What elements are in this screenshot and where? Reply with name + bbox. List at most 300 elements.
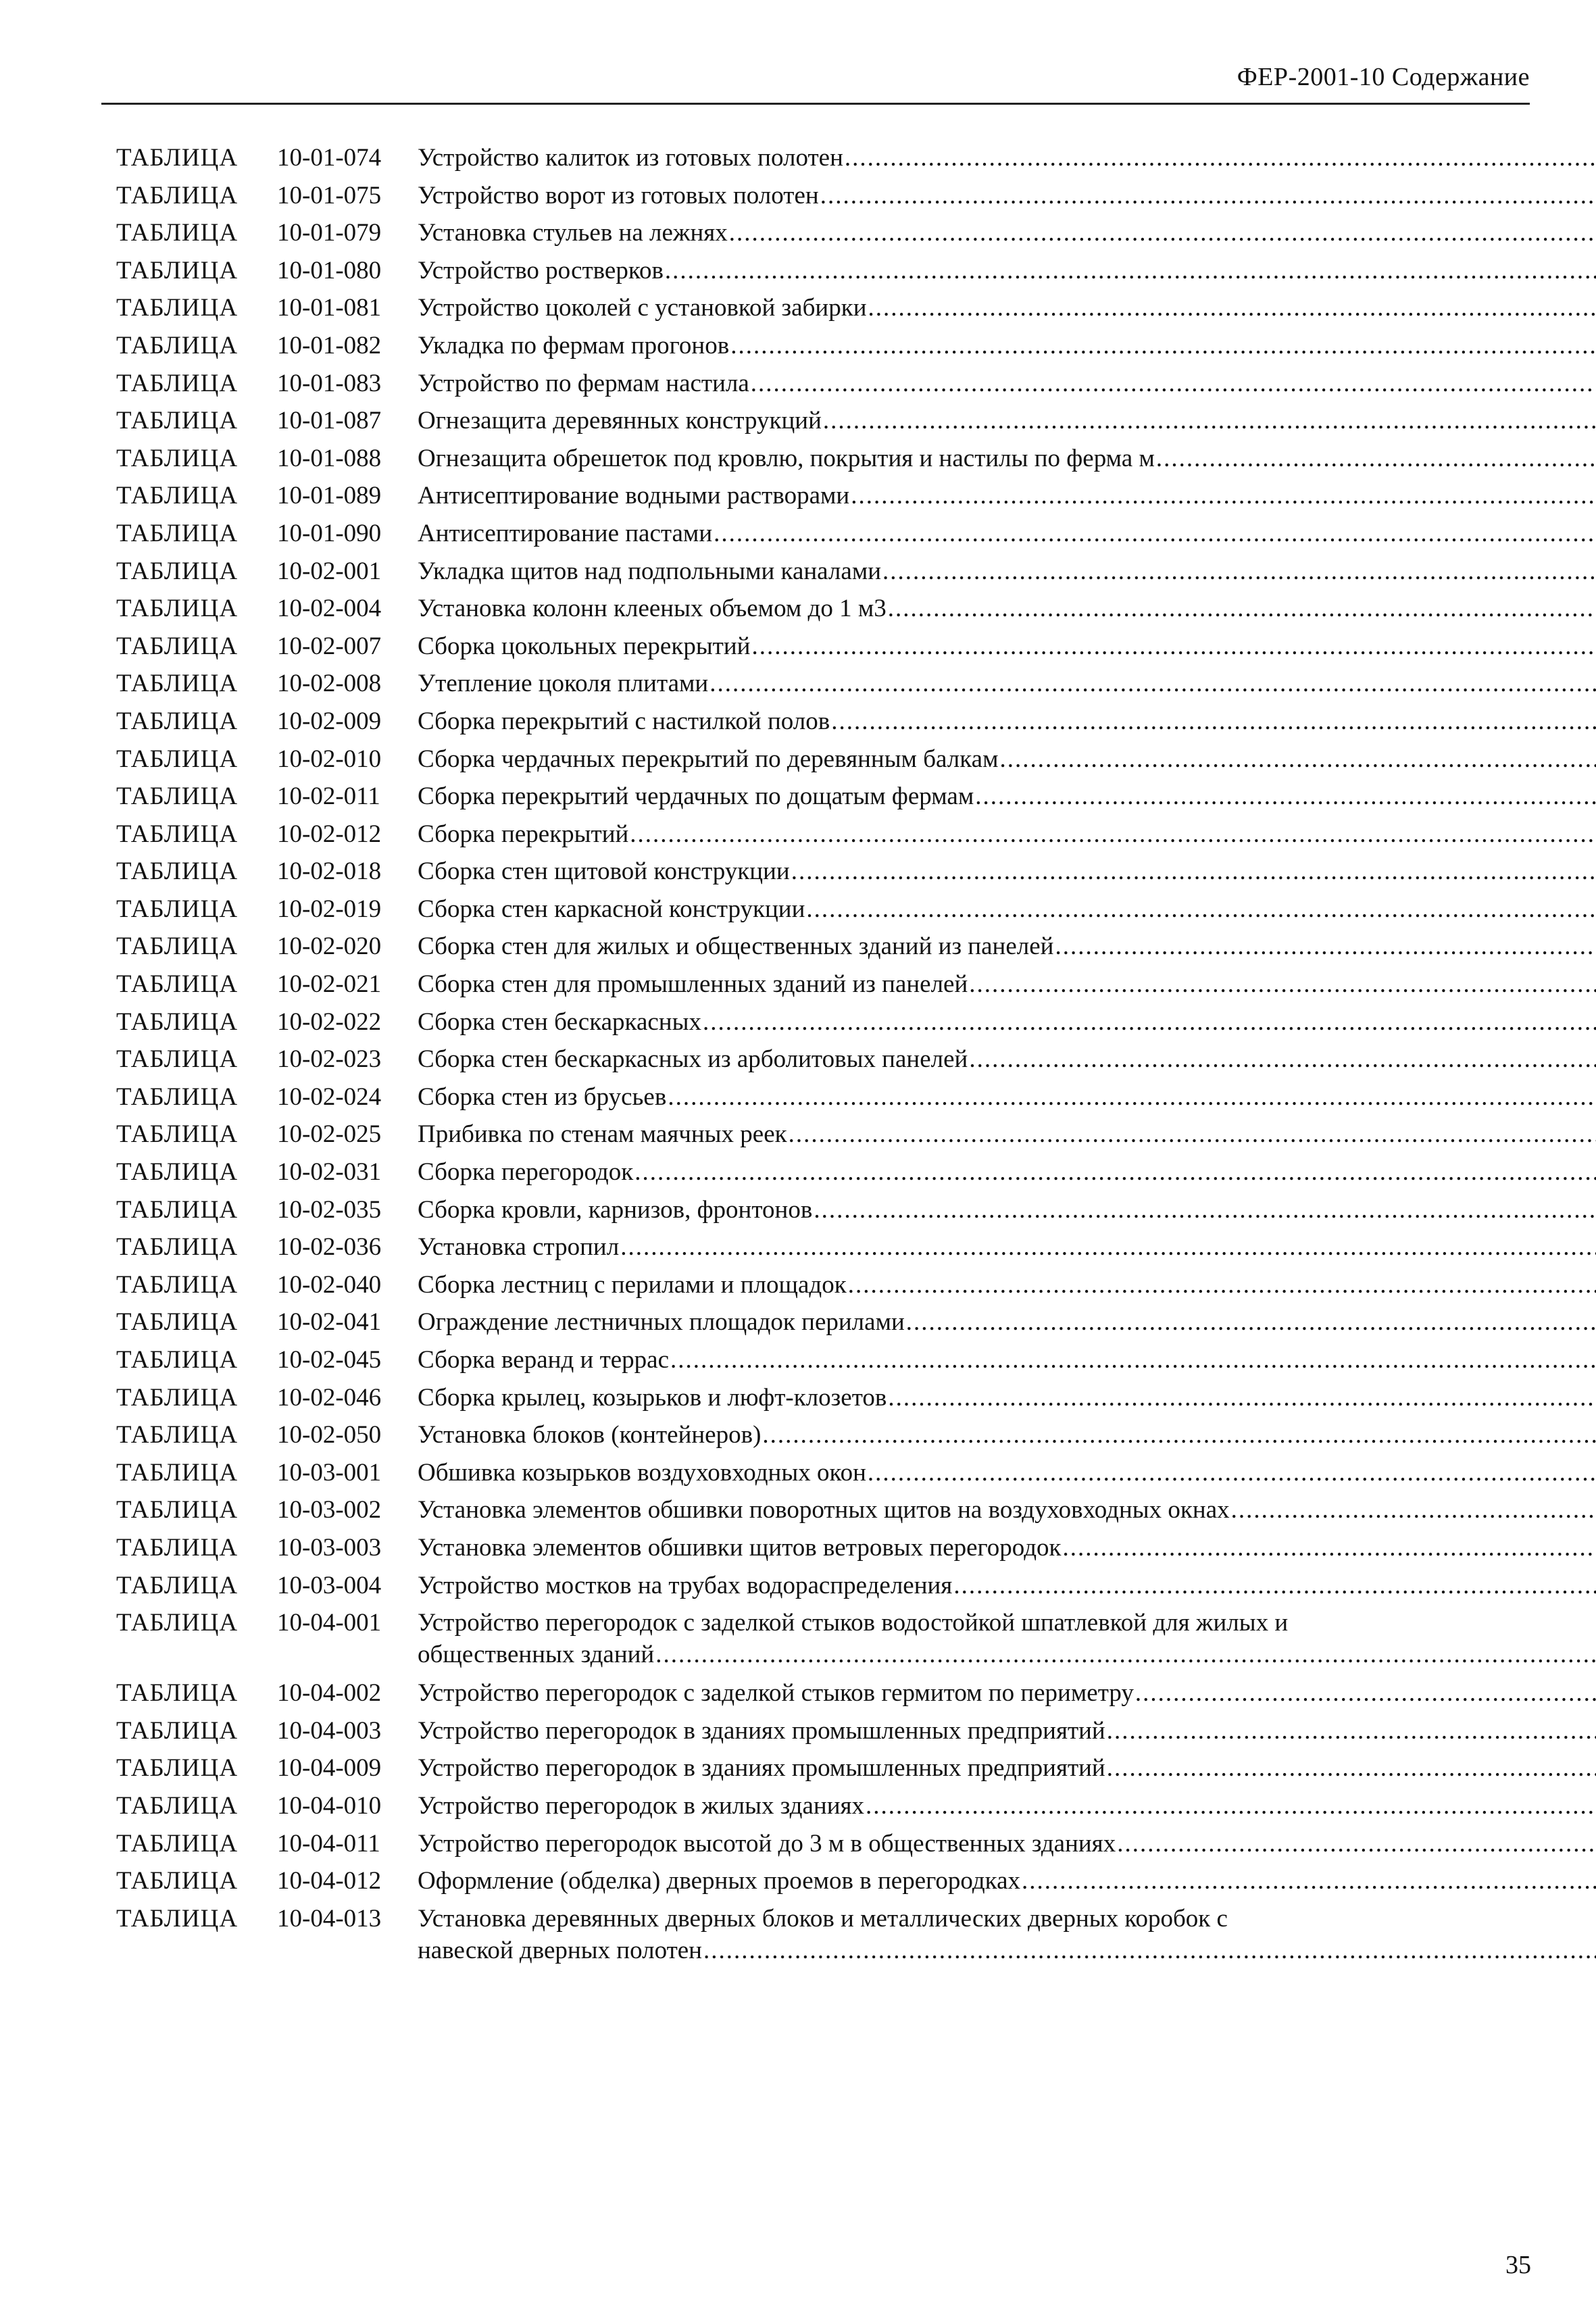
toc-entry-line	[418, 778, 1596, 816]
toc-entry-title-text: Сборка перекрытий	[418, 820, 629, 848]
dot-leader	[730, 327, 1596, 365]
table-of-contents	[116, 139, 1464, 1970]
page-header	[101, 62, 1530, 105]
toc-entry	[116, 327, 1464, 365]
toc-entry	[116, 1303, 1464, 1341]
dot-leader	[703, 1935, 1596, 1966]
toc-entry-title	[418, 1674, 1596, 1712]
toc-entry-code: 10-04-012	[277, 1867, 382, 1895]
toc-entry-code: 10-04-001	[277, 1609, 382, 1637]
toc-entry-title-text: Сборка кровли, карнизов, фронтонов	[418, 1195, 813, 1224]
toc-entry-title-text: Устройство перегородок в зданиях промышленных предприятий	[418, 1716, 1105, 1745]
toc-entry-line	[418, 741, 1596, 778]
toc-entry-title	[418, 252, 1596, 290]
dot-leader	[1055, 928, 1596, 966]
toc-entry-title-text: Сборка перекрытий чердачных по дощатым фермам	[418, 782, 974, 811]
toc-entry-title	[418, 515, 1596, 553]
toc-entry	[116, 891, 1464, 928]
dot-leader	[665, 252, 1596, 290]
toc-entry-label: ТАБЛИЦА	[116, 895, 239, 923]
toc-entry-title-text: Установка блоков (контейнеров)	[418, 1421, 762, 1449]
toc-entry-code: 10-01-074	[277, 144, 382, 172]
toc-entry-title	[418, 553, 1596, 591]
toc-entry-title-text: Устройство мостков на трубах водораспределения	[418, 1571, 953, 1599]
toc-entry-label: ТАБЛИЦА	[116, 1533, 239, 1562]
toc-entry-title	[418, 477, 1596, 515]
toc-entry-line	[418, 1454, 1596, 1492]
toc-entry-line	[418, 1303, 1596, 1341]
toc-entry-code: 10-02-041	[277, 1308, 382, 1337]
header-title: ФЕР-2001-10 Содержание	[1237, 63, 1530, 91]
toc-entry-line	[418, 1529, 1596, 1567]
toc-entry	[116, 365, 1464, 403]
toc-entry-line	[418, 139, 1596, 177]
toc-entry-label: ТАБЛИЦА	[116, 444, 239, 472]
toc-entry-title-text: Устройство калиток из готовых полотен	[418, 144, 843, 172]
toc-entry-label: ТАБЛИЦА	[116, 294, 239, 322]
toc-entry-label: ТАБЛИЦА	[116, 1120, 239, 1149]
toc-entry-line	[418, 891, 1596, 928]
dot-leader	[714, 515, 1596, 553]
toc-entry-title	[418, 402, 1596, 440]
toc-entry-title-text: Укладка по фермам прогонов	[418, 331, 730, 359]
toc-entry-title-text: Обшивка козырьков воздуховходных окон	[418, 1458, 866, 1487]
toc-entry-title-text: Установка стропил	[418, 1233, 620, 1262]
dot-leader	[729, 214, 1596, 252]
toc-entry-title	[418, 891, 1596, 928]
toc-entry-title	[418, 1529, 1596, 1567]
toc-entry-line	[418, 1041, 1596, 1078]
toc-entry	[116, 177, 1464, 215]
toc-entry-code: 10-01-080	[277, 256, 382, 284]
toc-entry-line	[418, 402, 1596, 440]
toc-entry-code: 10-02-024	[277, 1082, 382, 1111]
toc-entry-title-text: Сборка стен бескаркасных из арболитовых панелей	[418, 1045, 968, 1074]
toc-entry-title-text: Устройство перегородок в жилых зданиях	[418, 1791, 865, 1820]
toc-entry-title-text: Антисептирование пастами	[418, 519, 713, 547]
toc-entry	[116, 1900, 1464, 1966]
toc-entry-title	[418, 928, 1596, 966]
toc-entry-title-text: Сборка стен щитовой конструкции	[418, 857, 790, 886]
toc-entry	[116, 1491, 1464, 1529]
toc-entry-label: ТАБЛИЦА	[116, 482, 239, 510]
dot-leader	[634, 1153, 1596, 1191]
toc-entry-title-text: Устройство ворот из готовых полотен	[418, 181, 819, 209]
dot-leader	[1107, 1712, 1596, 1750]
toc-entry-title	[418, 289, 1596, 327]
toc-entry-title-text: Утепление цоколя плитами	[418, 670, 709, 698]
toc-entry-label: ТАБЛИЦА	[116, 1754, 239, 1783]
toc-entry-line	[418, 1078, 1596, 1116]
toc-entry-title	[418, 139, 1596, 177]
toc-entry-code: 10-02-035	[277, 1195, 382, 1224]
toc-entry-title-continuation	[418, 1639, 1596, 1670]
toc-entry-label: ТАБЛИЦА	[116, 181, 239, 209]
page-number: 35	[1505, 2251, 1531, 2279]
toc-entry-label: ТАБЛИЦА	[116, 1195, 239, 1224]
toc-entry-label: ТАБЛИЦА	[116, 1904, 239, 1933]
toc-entry-line	[418, 1003, 1596, 1041]
toc-entry-label: ТАБЛИЦА	[116, 782, 239, 811]
toc-entry-label: ТАБЛИЦА	[116, 670, 239, 698]
dot-leader	[906, 1303, 1596, 1341]
toc-entry-code: 10-01-089	[277, 482, 382, 510]
dot-leader	[969, 966, 1596, 1003]
toc-entry-label: ТАБЛИЦА	[116, 820, 239, 848]
toc-entry-code: 10-04-013	[277, 1904, 382, 1933]
toc-entry-label: ТАБЛИЦА	[116, 1716, 239, 1745]
dot-leader	[668, 1078, 1596, 1116]
toc-entry-title-text: Устройство по фермам настила	[418, 369, 749, 397]
toc-entry-label: ТАБЛИЦА	[116, 1233, 239, 1262]
toc-entry-code: 10-02-025	[277, 1120, 382, 1149]
toc-entry	[116, 1674, 1464, 1712]
toc-entry-line	[418, 214, 1596, 252]
toc-entry-title	[418, 365, 1596, 403]
toc-entry-code: 10-03-001	[277, 1458, 382, 1487]
toc-entry-label: ТАБЛИЦА	[116, 219, 239, 247]
toc-entry-title	[418, 1862, 1596, 1900]
toc-entry-label: ТАБЛИЦА	[116, 745, 239, 773]
toc-entry-title	[418, 1900, 1596, 1966]
toc-entry-code: 10-03-003	[277, 1533, 382, 1562]
toc-entry-title-line: Установка деревянных дверных блоков и металлических дверных коробок с	[418, 1904, 1228, 1933]
dot-leader	[709, 665, 1596, 703]
toc-entry-title	[418, 1041, 1596, 1078]
toc-entry	[116, 440, 1464, 478]
toc-entry-title-continuation	[418, 1935, 1596, 1966]
toc-entry-code: 10-02-004	[277, 595, 382, 623]
toc-entry-label: ТАБЛИЦА	[116, 1609, 239, 1637]
toc-entry-label: ТАБЛИЦА	[116, 256, 239, 284]
toc-entry-line	[418, 327, 1596, 365]
dot-leader	[1135, 1674, 1596, 1712]
toc-entry-title-text: Сборка перекрытий с настилкой полов	[418, 707, 830, 735]
toc-entry-label: ТАБЛИЦА	[116, 1007, 239, 1036]
toc-entry-line	[418, 1567, 1596, 1605]
toc-entry	[116, 628, 1464, 666]
toc-entry-label: ТАБЛИЦА	[116, 1458, 239, 1487]
toc-entry-title	[418, 1416, 1596, 1454]
toc-entry-title-line: Устройство перегородок с заделкой стыков водостойкой шпатлевкой для жилых и	[418, 1609, 1289, 1637]
toc-entry-title-text: Огнезащита деревянных конструкций	[418, 407, 822, 435]
toc-entry-title	[418, 1604, 1596, 1670]
toc-entry-line	[418, 1674, 1596, 1712]
toc-entry-title	[418, 590, 1596, 628]
toc-entry-code: 10-02-007	[277, 632, 382, 660]
toc-entry	[116, 1604, 1464, 1670]
toc-entry-title-text: Сборка перегородок	[418, 1158, 634, 1187]
toc-entry-code: 10-01-082	[277, 331, 382, 359]
toc-entry-line	[418, 1116, 1596, 1153]
toc-entry-line	[418, 1491, 1596, 1529]
dot-leader	[751, 628, 1596, 666]
toc-entry	[116, 1191, 1464, 1229]
toc-entry	[116, 1041, 1464, 1078]
toc-entry-title-text: Сборка крылец, козырьков и люфт-клозетов	[418, 1383, 887, 1412]
toc-entry-code: 10-02-050	[277, 1421, 382, 1449]
toc-entry-line	[418, 177, 1596, 215]
toc-entry-label: ТАБЛИЦА	[116, 1158, 239, 1187]
toc-entry-label: ТАБЛИЦА	[116, 331, 239, 359]
toc-entry	[116, 1078, 1464, 1116]
dot-leader	[831, 703, 1596, 741]
toc-entry-title-text: Устройство цоколей с установкой забирки	[418, 294, 867, 322]
toc-entry-code: 10-02-019	[277, 895, 382, 923]
toc-entry-line	[418, 1266, 1596, 1304]
toc-entry-line	[418, 252, 1596, 290]
toc-entry-label: ТАБЛИЦА	[116, 1829, 239, 1858]
toc-entry-title	[418, 966, 1596, 1003]
toc-entry-code: 10-02-023	[277, 1045, 382, 1074]
toc-entry	[116, 1416, 1464, 1454]
toc-entry-label: ТАБЛИЦА	[116, 369, 239, 397]
toc-entry-code: 10-02-036	[277, 1233, 382, 1262]
toc-entry-label: ТАБЛИЦА	[116, 557, 239, 585]
toc-entry	[116, 553, 1464, 591]
toc-entry-title-text: Сборка стен из брусьев	[418, 1082, 667, 1111]
toc-entry-label: ТАБЛИЦА	[116, 407, 239, 435]
toc-entry-line	[418, 1153, 1596, 1191]
toc-entry	[116, 1116, 1464, 1153]
toc-entry-title-text: Устройство перегородок с заделкой стыков гермитом по периметру	[418, 1679, 1134, 1708]
toc-entry-line	[418, 1825, 1596, 1863]
toc-entry-label: ТАБЛИЦА	[116, 970, 239, 999]
toc-entry-label: ТАБЛИЦА	[116, 519, 239, 547]
toc-entry-title	[418, 778, 1596, 816]
toc-entry	[116, 966, 1464, 1003]
dot-leader	[882, 553, 1596, 591]
toc-entry-line	[418, 1787, 1596, 1825]
toc-entry-title	[418, 327, 1596, 365]
dot-leader	[630, 816, 1596, 853]
toc-entry-title	[418, 703, 1596, 741]
toc-entry	[116, 853, 1464, 891]
toc-entry-title	[418, 665, 1596, 703]
toc-entry-label: ТАБЛИЦА	[116, 1867, 239, 1895]
toc-entry-line	[418, 477, 1596, 515]
toc-entry-title-line: общественных зданий	[418, 1641, 655, 1669]
toc-entry-title-text: Установка стульев на лежнях	[418, 219, 728, 247]
toc-entry-title	[418, 214, 1596, 252]
toc-entry-title	[418, 1153, 1596, 1191]
toc-entry-label: ТАБЛИЦА	[116, 595, 239, 623]
toc-entry-title-text: Огнезащита обрешеток под кровлю, покрытия и настилы по ферма м	[418, 444, 1155, 472]
toc-entry-title-text: Устройство перегородок высотой до 3 м в общественных зданиях	[418, 1829, 1116, 1858]
toc-entry-label: ТАБЛИЦА	[116, 857, 239, 886]
toc-entry-label: ТАБЛИЦА	[116, 1045, 239, 1074]
toc-entry-line	[418, 1341, 1596, 1379]
toc-entry-title-text: Сборка цокольных перекрытий	[418, 632, 751, 660]
toc-entry-title	[418, 1567, 1596, 1605]
toc-entry-code: 10-03-002	[277, 1496, 382, 1524]
toc-entry-line	[418, 928, 1596, 966]
toc-entry	[116, 1749, 1464, 1787]
toc-entry	[116, 1787, 1464, 1825]
toc-entry-line	[418, 1749, 1596, 1787]
toc-entry	[116, 1567, 1464, 1605]
toc-entry-title-text: Антисептирование водными растворами	[418, 482, 850, 510]
toc-entry	[116, 1862, 1464, 1900]
toc-entry-title	[418, 1191, 1596, 1229]
toc-entry-label: ТАБЛИЦА	[116, 1571, 239, 1599]
toc-entry	[116, 402, 1464, 440]
toc-entry-title-text: Сборка лестниц с перилами и площадок	[418, 1270, 847, 1299]
toc-entry-title	[418, 1116, 1596, 1153]
toc-entry-code: 10-04-009	[277, 1754, 382, 1783]
dot-leader	[1022, 1862, 1596, 1900]
toc-entry-title-text: Устройство перегородок в зданиях промышленных предприятий	[418, 1754, 1105, 1783]
toc-entry-label: ТАБЛИЦА	[116, 1496, 239, 1524]
toc-entry-line	[418, 853, 1596, 891]
toc-entry-title-text: Устройство ростверков	[418, 256, 664, 284]
toc-entry-code: 10-02-046	[277, 1383, 382, 1412]
dot-leader	[851, 477, 1596, 515]
toc-entry	[116, 289, 1464, 327]
dot-leader	[762, 1416, 1596, 1454]
dot-leader	[888, 1379, 1596, 1417]
toc-entry	[116, 665, 1464, 703]
dot-leader	[866, 1787, 1596, 1825]
toc-entry	[116, 703, 1464, 741]
toc-entry-line	[418, 703, 1596, 741]
toc-entry-code: 10-01-079	[277, 219, 382, 247]
toc-entry	[116, 1266, 1464, 1304]
toc-entry-title-text: Ограждение лестничных площадок перилами	[418, 1308, 905, 1337]
toc-entry-title	[418, 1712, 1596, 1750]
toc-entry	[116, 816, 1464, 853]
toc-entry-line	[418, 1416, 1596, 1454]
toc-entry-code: 10-02-020	[277, 932, 382, 961]
toc-entry-line	[418, 289, 1596, 327]
toc-entry	[116, 1454, 1464, 1492]
dot-leader	[814, 1191, 1596, 1229]
toc-entry-label: ТАБЛИЦА	[116, 1679, 239, 1708]
dot-leader	[1000, 741, 1596, 778]
toc-entry-line	[418, 553, 1596, 591]
toc-entry-code: 10-04-011	[277, 1829, 380, 1858]
toc-entry-label: ТАБЛИЦА	[116, 1383, 239, 1412]
dot-leader	[806, 891, 1596, 928]
dot-leader	[751, 365, 1596, 403]
toc-entry	[116, 214, 1464, 252]
toc-entry-code: 10-04-010	[277, 1791, 382, 1820]
toc-entry-title-text: Сборка стен для промышленных зданий из панелей	[418, 970, 968, 999]
toc-entry-title-text: Укладка щитов над подпольными каналами	[418, 557, 882, 585]
toc-entry-label: ТАБЛИЦА	[116, 1308, 239, 1337]
toc-entry-code: 10-02-031	[277, 1158, 382, 1187]
toc-entry	[116, 477, 1464, 515]
toc-entry-code: 10-02-009	[277, 707, 382, 735]
dot-leader	[1156, 440, 1596, 478]
toc-entry-title-text: Установка элементов обшивки поворотных щитов на воздуховходных окнах	[418, 1496, 1230, 1524]
toc-entry-title-text: Прибивка по стенам маячных реек	[418, 1120, 787, 1149]
dot-leader	[868, 1454, 1596, 1492]
toc-entry-label: ТАБЛИЦА	[116, 1082, 239, 1111]
dot-leader	[1063, 1529, 1596, 1567]
dot-leader	[845, 139, 1596, 177]
toc-entry-line	[418, 1712, 1596, 1750]
toc-entry	[116, 1529, 1464, 1567]
toc-entry-title-text: Сборка веранд и террас	[418, 1346, 670, 1374]
toc-entry-line	[418, 1191, 1596, 1229]
toc-entry-label: ТАБЛИЦА	[116, 1346, 239, 1374]
dot-leader	[888, 590, 1596, 628]
dot-leader	[1107, 1749, 1596, 1787]
toc-entry-code: 10-01-087	[277, 407, 382, 435]
toc-entry-line	[418, 665, 1596, 703]
dot-leader	[789, 1116, 1596, 1153]
toc-entry-code: 10-02-011	[277, 782, 380, 811]
dot-leader	[620, 1228, 1596, 1266]
toc-entry-label: ТАБЛИЦА	[116, 632, 239, 660]
toc-entry-label: ТАБЛИЦА	[116, 707, 239, 735]
toc-entry-line	[418, 1862, 1596, 1900]
toc-entry-title	[418, 1266, 1596, 1304]
toc-entry-label: ТАБЛИЦА	[116, 1270, 239, 1299]
toc-entry-code: 10-02-040	[277, 1270, 382, 1299]
toc-entry-line	[418, 440, 1596, 478]
toc-entry-title-text: Установка колонн клееных объемом до 1 м3	[418, 595, 887, 623]
toc-entry-line	[418, 1228, 1596, 1266]
toc-entry-line	[418, 628, 1596, 666]
toc-entry-title	[418, 1003, 1596, 1041]
toc-entry-code: 10-02-022	[277, 1007, 382, 1036]
toc-entry-code: 10-01-083	[277, 369, 382, 397]
dot-leader	[868, 289, 1596, 327]
toc-entry-title	[418, 1825, 1596, 1863]
toc-entry-code: 10-01-075	[277, 181, 382, 209]
toc-entry	[116, 1003, 1464, 1041]
toc-entry-code: 10-02-021	[277, 970, 382, 999]
toc-entry-title	[418, 853, 1596, 891]
toc-entry-line	[418, 816, 1596, 853]
toc-entry-title	[418, 1078, 1596, 1116]
toc-entry	[116, 1379, 1464, 1417]
toc-entry-title-text: Сборка стен каркасной конструкции	[418, 895, 805, 923]
toc-entry-line	[418, 365, 1596, 403]
dot-leader	[975, 778, 1596, 816]
toc-entry	[116, 252, 1464, 290]
toc-entry-title-text: Оформление (обделка) дверных проемов в перегородках	[418, 1867, 1020, 1895]
toc-entry-title	[418, 816, 1596, 853]
toc-entry-title	[418, 440, 1596, 478]
toc-entry-code: 10-02-008	[277, 670, 382, 698]
toc-entry	[116, 778, 1464, 816]
dot-leader	[969, 1041, 1596, 1078]
toc-entry-code: 10-01-081	[277, 294, 382, 322]
toc-entry-code: 10-02-018	[277, 857, 382, 886]
toc-entry-code: 10-02-045	[277, 1346, 382, 1374]
dot-leader	[1231, 1491, 1596, 1529]
toc-entry	[116, 1825, 1464, 1863]
toc-entry-code: 10-04-002	[277, 1679, 382, 1708]
toc-entry-code: 10-02-012	[277, 820, 382, 848]
toc-entry-label: ТАБЛИЦА	[116, 1791, 239, 1820]
toc-entry-title-text: Сборка стен бескаркасных	[418, 1007, 701, 1036]
dot-leader	[670, 1341, 1596, 1379]
dot-leader	[953, 1567, 1596, 1605]
toc-entry-title	[418, 1749, 1596, 1787]
toc-entry-code: 10-01-090	[277, 519, 382, 547]
toc-entry-title	[418, 177, 1596, 215]
toc-entry-code: 10-03-004	[277, 1571, 382, 1599]
dot-leader	[655, 1639, 1596, 1670]
toc-entry	[116, 928, 1464, 966]
dot-leader	[820, 177, 1596, 215]
toc-entry-label: ТАБЛИЦА	[116, 1421, 239, 1449]
toc-entry-line	[418, 1379, 1596, 1417]
